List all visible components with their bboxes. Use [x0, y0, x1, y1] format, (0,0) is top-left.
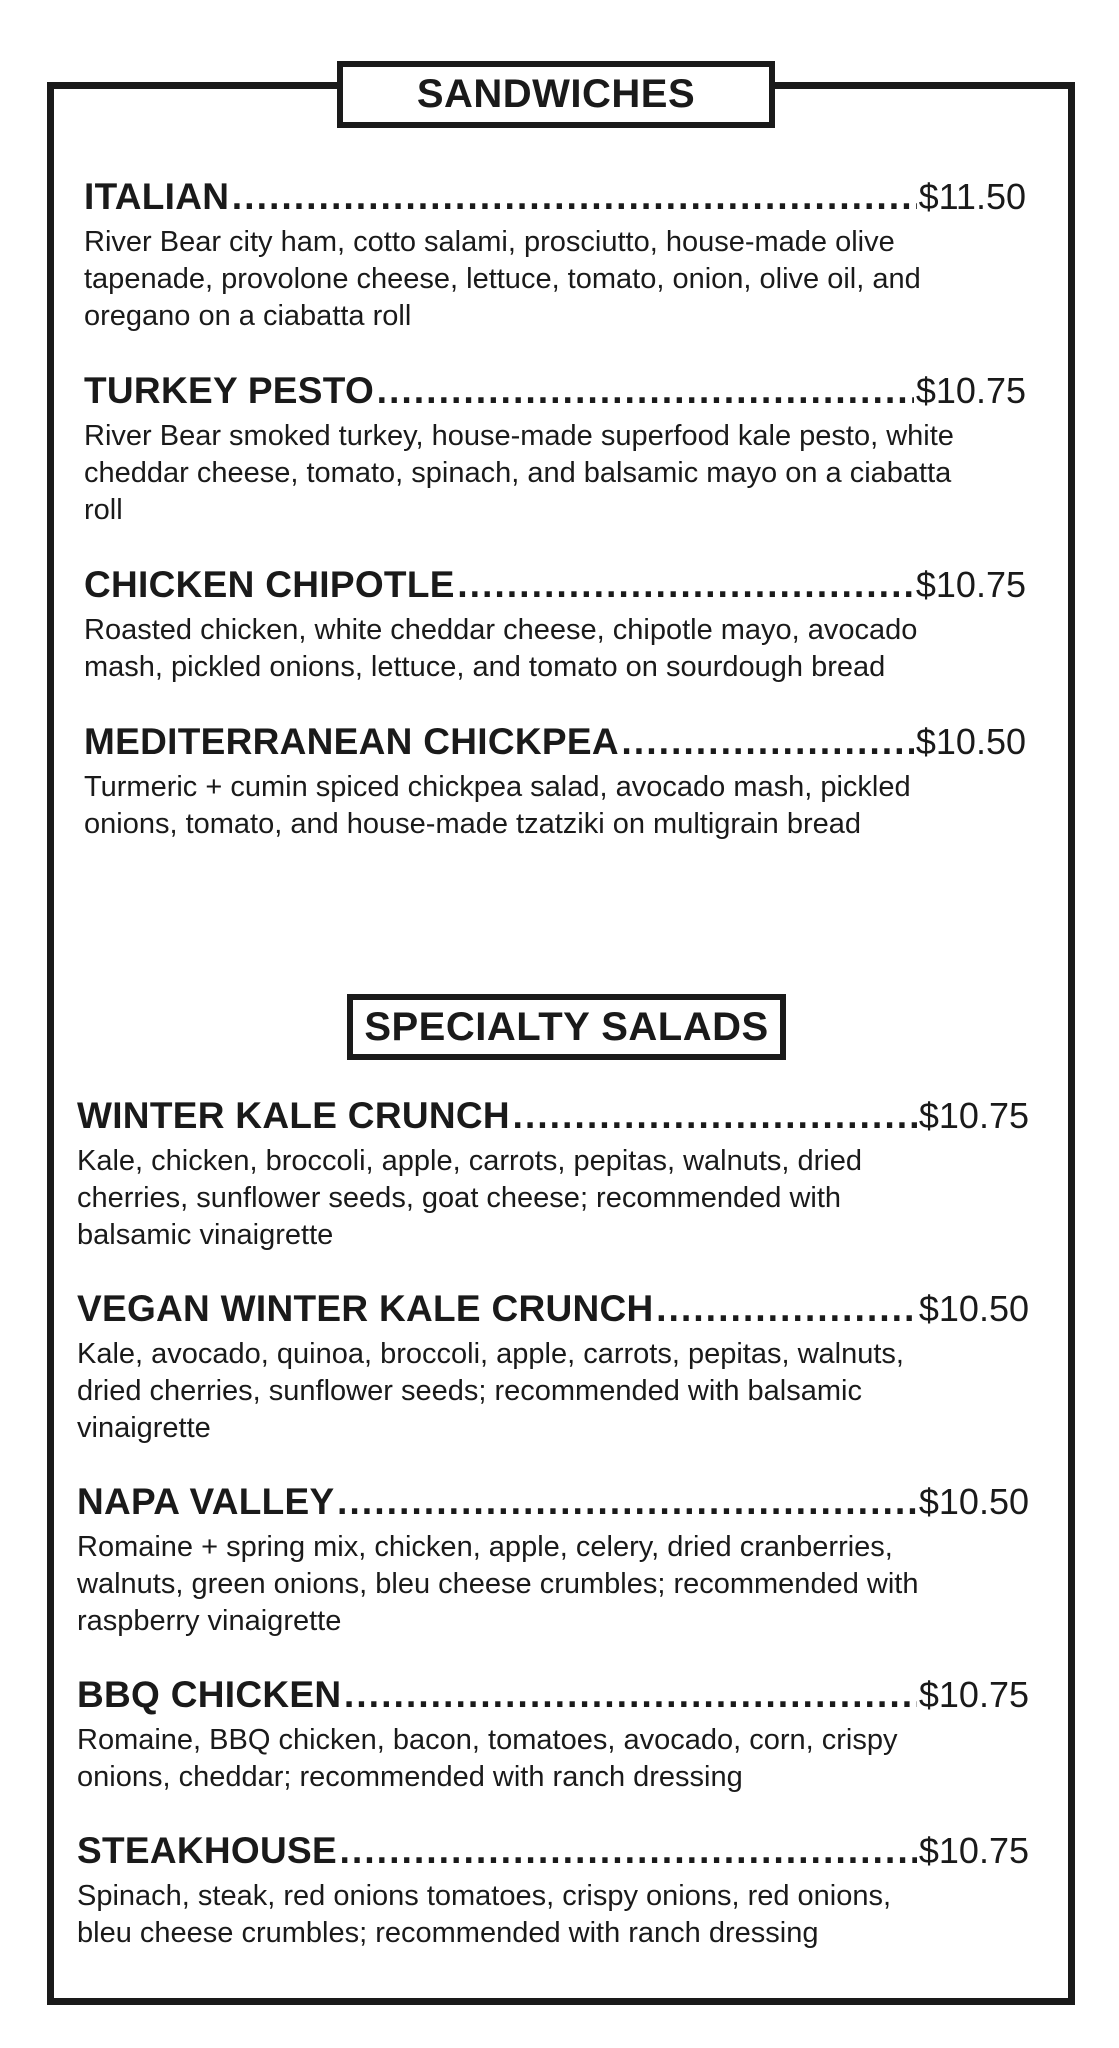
- item-price: $11.50: [918, 176, 1026, 217]
- item-line: [77, 1095, 1029, 1143]
- menu-item-chicken-chipotle: [84, 564, 1026, 686]
- item-line: [77, 1674, 1029, 1722]
- menu-item-mediterranean-chickpea: [84, 721, 1026, 843]
- menu-item-vegan-winter-kale-crunch: [77, 1288, 1029, 1447]
- item-name: VEGAN WINTER KALE CRUNCH: [77, 1288, 654, 1329]
- item-line: [77, 1481, 1029, 1529]
- item-price: $10.50: [918, 1481, 1029, 1522]
- dot-leader: [376, 376, 914, 411]
- item-name: BBQ CHICKEN: [77, 1674, 342, 1715]
- item-description: River Bear city ham, cotto salami, prosciutto, house-made olive tapenade, provolone cheese, lettuce, tomato, onion, olive oil, and oregano on a ciabatta roll: [84, 226, 921, 332]
- item-name: WINTER KALE CRUNCH: [77, 1095, 510, 1136]
- item-name: TURKEY PESTO: [84, 370, 375, 411]
- menu-item-steakhouse: [77, 1830, 1029, 1952]
- item-description: Kale, chicken, broccoli, apple, carrots, pepitas, walnuts, dried cherries, sunflower seeds, goat cheese; recommended with balsamic vinaigrette: [77, 1145, 863, 1251]
- item-description: River Bear smoked turkey, house-made superfood kale pesto, white cheddar cheese, tomato, spinach, and balsamic mayo on a ciabatta roll: [84, 420, 954, 526]
- item-description: Romaine + spring mix, chicken, apple, celery, dried cranberries, walnuts, green onions, bleu cheese crumbles; recommended with raspberry vinaigrette: [77, 1531, 919, 1637]
- section-heading-specialty-salads: SPECIALTY SALADS: [347, 994, 786, 1060]
- dot-leader: [621, 727, 914, 762]
- menu-item-turkey-pesto: [84, 370, 1026, 529]
- dot-leader: [656, 1294, 917, 1329]
- menu-item-napa-valley: [77, 1481, 1029, 1640]
- item-price: $10.50: [915, 721, 1026, 762]
- item-name: MEDITERRANEAN CHICKPEA: [84, 721, 619, 762]
- item-price: $10.75: [915, 370, 1026, 411]
- item-line: [77, 1288, 1029, 1336]
- item-price: $10.50: [918, 1288, 1029, 1329]
- item-description: Spinach, steak, red onions tomatoes, crispy onions, red onions, bleu cheese crumbles; recommended with ranch dressing: [77, 1880, 892, 1949]
- item-price: $10.75: [918, 1830, 1029, 1871]
- item-line: [84, 176, 1026, 224]
- item-line: [84, 721, 1026, 769]
- item-line: [84, 370, 1026, 418]
- menu-item-winter-kale-crunch: [77, 1095, 1029, 1254]
- item-description: Turmeric + cumin spiced chickpea salad, avocado mash, pickled onions, tomato, and house-made tzatziki on multigrain bread: [84, 771, 911, 840]
- item-price: $10.75: [915, 564, 1026, 605]
- item-line: [77, 1830, 1029, 1878]
- sandwiches-section: [84, 176, 1026, 878]
- item-description: Roasted chicken, white cheddar cheese, chipotle mayo, avocado mash, pickled onions, lettuce, and tomato on sourdough bread: [84, 614, 918, 683]
- item-price: $10.75: [918, 1674, 1029, 1715]
- dot-leader: [343, 1680, 917, 1715]
- dot-leader: [339, 1836, 917, 1871]
- menu-item-bbq-chicken: [77, 1674, 1029, 1796]
- item-name: STEAKHOUSE: [77, 1830, 337, 1871]
- specialty-salads-section: [77, 1095, 1029, 1986]
- item-line: [84, 564, 1026, 612]
- item-name: NAPA VALLEY: [77, 1481, 335, 1522]
- dot-leader: [231, 182, 916, 217]
- dot-leader: [337, 1487, 917, 1522]
- item-description: Kale, avocado, quinoa, broccoli, apple, carrots, pepitas, walnuts, dried cherries, sunflower seeds; recommended with balsamic vinaigrette: [77, 1338, 904, 1444]
- dot-leader: [457, 570, 914, 605]
- dot-leader: [512, 1101, 917, 1136]
- item-name: ITALIAN: [84, 176, 230, 217]
- section-heading-sandwiches: SANDWICHES: [337, 61, 775, 128]
- item-price: $10.75: [918, 1095, 1029, 1136]
- item-description: Romaine, BBQ chicken, bacon, tomatoes, avocado, corn, crispy onions, cheddar; recommended with ranch dressing: [77, 1724, 898, 1793]
- item-name: CHICKEN CHIPOTLE: [84, 564, 455, 605]
- menu-item-italian: [84, 176, 1026, 335]
